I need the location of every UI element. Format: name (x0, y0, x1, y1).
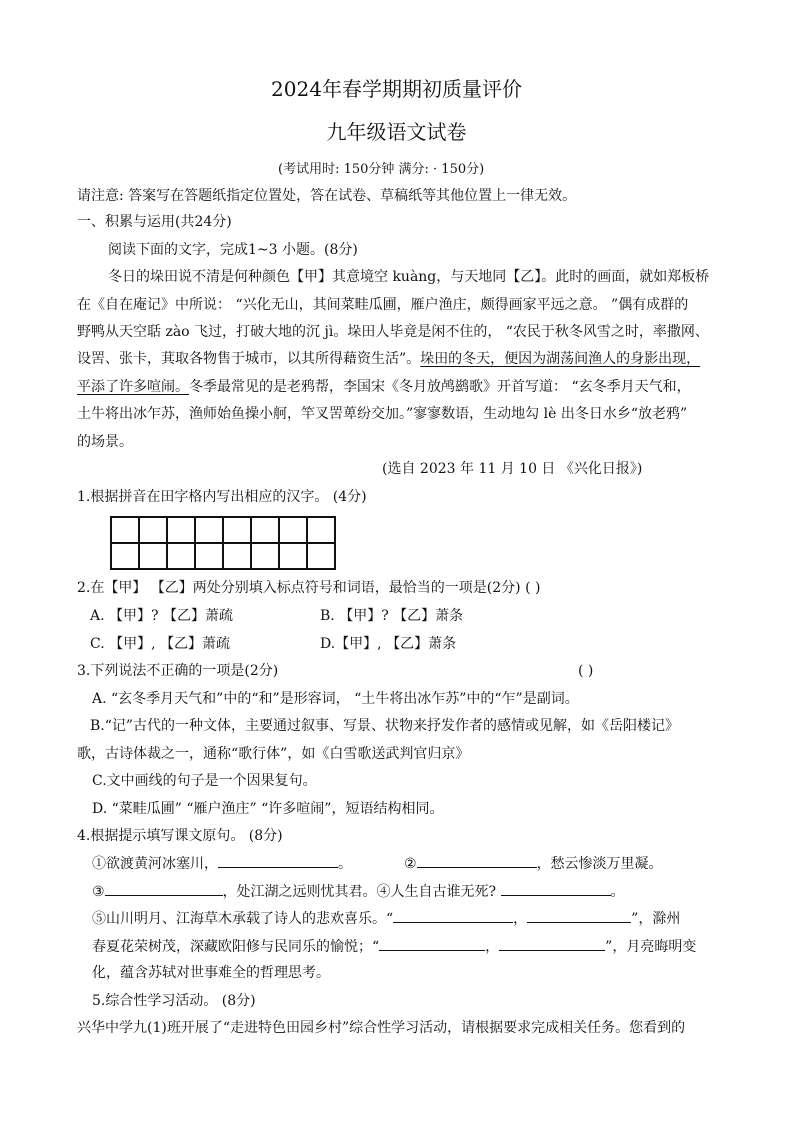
answer-blank[interactable] (499, 936, 605, 951)
fill-line (92, 881, 625, 902)
option-a[interactable]: A. 【甲】? 【乙】萧疏 (90, 608, 233, 624)
grid-cell[interactable] (111, 517, 139, 543)
underlined-sentence: 平添了许多喧闹。 (77, 379, 189, 395)
fill-text: ， (513, 911, 528, 927)
fill-line: 化，蕴含苏轼对世事难全的哲理思考。 (92, 965, 330, 981)
option-a[interactable]: A. “玄冬季月天气和”中的“和”是形容词， “土牛将出冰乍苏”中的“乍”是副词。 (92, 691, 579, 707)
fill-text: ①欲渡黄河冰塞川， (92, 856, 218, 872)
section-heading: 一、积累与运用(共24分) (77, 214, 232, 230)
answer-blank[interactable] (417, 853, 537, 868)
passage-text: 设罟、张卡，萁取各物售于城市，以其所得藉资生活”。 (77, 351, 421, 367)
answer-blank[interactable] (218, 853, 338, 868)
section-intro: 阅读下面的文字，完成1~3 小题。(8分) (108, 242, 358, 258)
fill-text: ② (404, 856, 417, 872)
passage-line: 冬日的垛田说不清是何种颜色【甲】其意境空 kuàng，与天地同【乙】。此时的画面，就如郑板桥 (108, 269, 710, 285)
passage-line: 野鸭从天空聒 zào 飞过，打破大地的沉 jì。垛田人毕竟是闲不住的， “农民于秋冬风雪之时，率撒网、 (77, 324, 709, 340)
grid-cell[interactable] (139, 517, 167, 543)
grid-cell[interactable] (167, 543, 195, 569)
option-b-cont: 歌，古诗体裁之一，通称“歌行体”，如《白雪歌送武判官归京》 (77, 746, 470, 762)
answer-blank[interactable] (105, 881, 223, 896)
exam-info: (考试用时: 150分钟 满分: · 150分) (278, 162, 485, 177)
fill-text: ③ (92, 884, 105, 900)
question-1: 1.根据拼音在田字格内写出相应的汉字。 (4分) (77, 489, 367, 505)
fill-line (92, 936, 696, 957)
passage-source: (选自 2023 年 11 月 10 日 《兴化日报》) (382, 461, 643, 477)
option-b[interactable]: B.“记”古代的一种文体，主要通过叙事、写景、状物来抒发作者的感情或见解，如《岳阳楼记》 (90, 718, 680, 734)
passage-text: 冬季最常见的是老鸦帮，李国宋《冬月放鸬鹚歌》开首写道： “玄冬季月天气和， (189, 379, 691, 395)
fill-line (92, 853, 352, 874)
question-2: 2.在【甲】 【乙】两处分别填入标点符号和词语，最恰当的一项是(2分) ( ) (77, 580, 541, 596)
fill-text: ⑤山川明月、江海草木承载了诗人的悲欢喜乐。“ (92, 911, 394, 927)
question-3: 3.下列说法不正确的一项是(2分) (77, 663, 279, 679)
passage-line (77, 377, 691, 397)
character-grid[interactable] (110, 516, 336, 570)
fill-text: 春夏花荣树茂，深藏欧阳修与民同乐的愉悦；“ (92, 939, 380, 955)
grid-cell[interactable] (307, 543, 335, 569)
underlined-sentence: 垛田的冬天，便因为湖荡间渔人的身影出现， (420, 351, 701, 367)
answer-blank[interactable] (393, 908, 513, 923)
option-c[interactable]: C. 【甲】, 【乙】萧疏 (90, 636, 231, 652)
option-c[interactable]: C.文中画线的句子是一个因果复句。 (92, 773, 317, 789)
passage-line: 的场景。 (77, 434, 133, 450)
grid-cell[interactable] (251, 517, 279, 543)
fill-line (404, 853, 663, 874)
fill-text: ， (485, 939, 500, 955)
notice: 请注意: 答案写在答题纸指定位置处，答在试卷、草稿纸等其他位置上一律无效。 (77, 188, 577, 204)
grid-cell[interactable] (223, 543, 251, 569)
passage-line (77, 349, 700, 369)
grid-cell[interactable] (139, 543, 167, 569)
grid-cell[interactable] (167, 517, 195, 543)
fill-text: 。 (338, 856, 352, 872)
grid-cell[interactable] (279, 543, 307, 569)
grid-cell[interactable] (279, 517, 307, 543)
question-4: 4.根据提示填写课文原句。 (8分) (77, 828, 283, 844)
fill-text: ”，月亮晦明变 (605, 939, 697, 955)
page-title: 2024年春学期期初质量评价 (271, 77, 522, 101)
fill-text: ”，滁州 (631, 911, 681, 927)
grid-cell[interactable] (251, 543, 279, 569)
grid-cell[interactable] (111, 543, 139, 569)
grid-cell[interactable] (195, 517, 223, 543)
fill-text: 。 (610, 884, 625, 900)
option-d[interactable]: D. “菜畦瓜圃” “雁户渔庄” “许多喧闹”，短语结构相同。 (92, 801, 444, 817)
answer-blank[interactable] (379, 936, 485, 951)
passage-line: 在《自在庵记》中所说： “兴化无山，其间菜畦瓜圃，雁户渔庄，颇得画家平远之意。 ”偶有成群的 (77, 297, 689, 313)
grid-cell[interactable] (307, 517, 335, 543)
option-d[interactable]: D.【甲】, 【乙】萧条 (320, 636, 457, 652)
grid-cell[interactable] (223, 517, 251, 543)
fill-text: ，处江湖之远则忧其君。④人生自古谁无死? (222, 884, 501, 900)
question-5-intro: 兴华中学九(1)班开展了“走进特色田园乡村”综合性学习活动，请根据要求完成相关任务。您看到的 (77, 1020, 686, 1036)
answer-blank[interactable] (527, 908, 631, 923)
passage-line: 土牛将出冰乍苏，渔师始鱼操小舸，竿叉罟萆纷交加。”寥寥数语，生动地勾 lè 出冬日水乡“放老鸦” (77, 406, 688, 422)
page-subtitle: 九年级语文试卷 (326, 120, 467, 144)
answer-blank[interactable] (501, 881, 611, 896)
grid-cell[interactable] (195, 543, 223, 569)
question-5: 5.综合性学习活动。 (8分) (92, 993, 256, 1009)
fill-text: ，愁云惨淡万里凝。 (536, 856, 663, 872)
answer-paren: ( ) (578, 663, 594, 679)
fill-line (92, 908, 680, 929)
option-b[interactable]: B. 【甲】? 【乙】萧条 (320, 608, 464, 624)
